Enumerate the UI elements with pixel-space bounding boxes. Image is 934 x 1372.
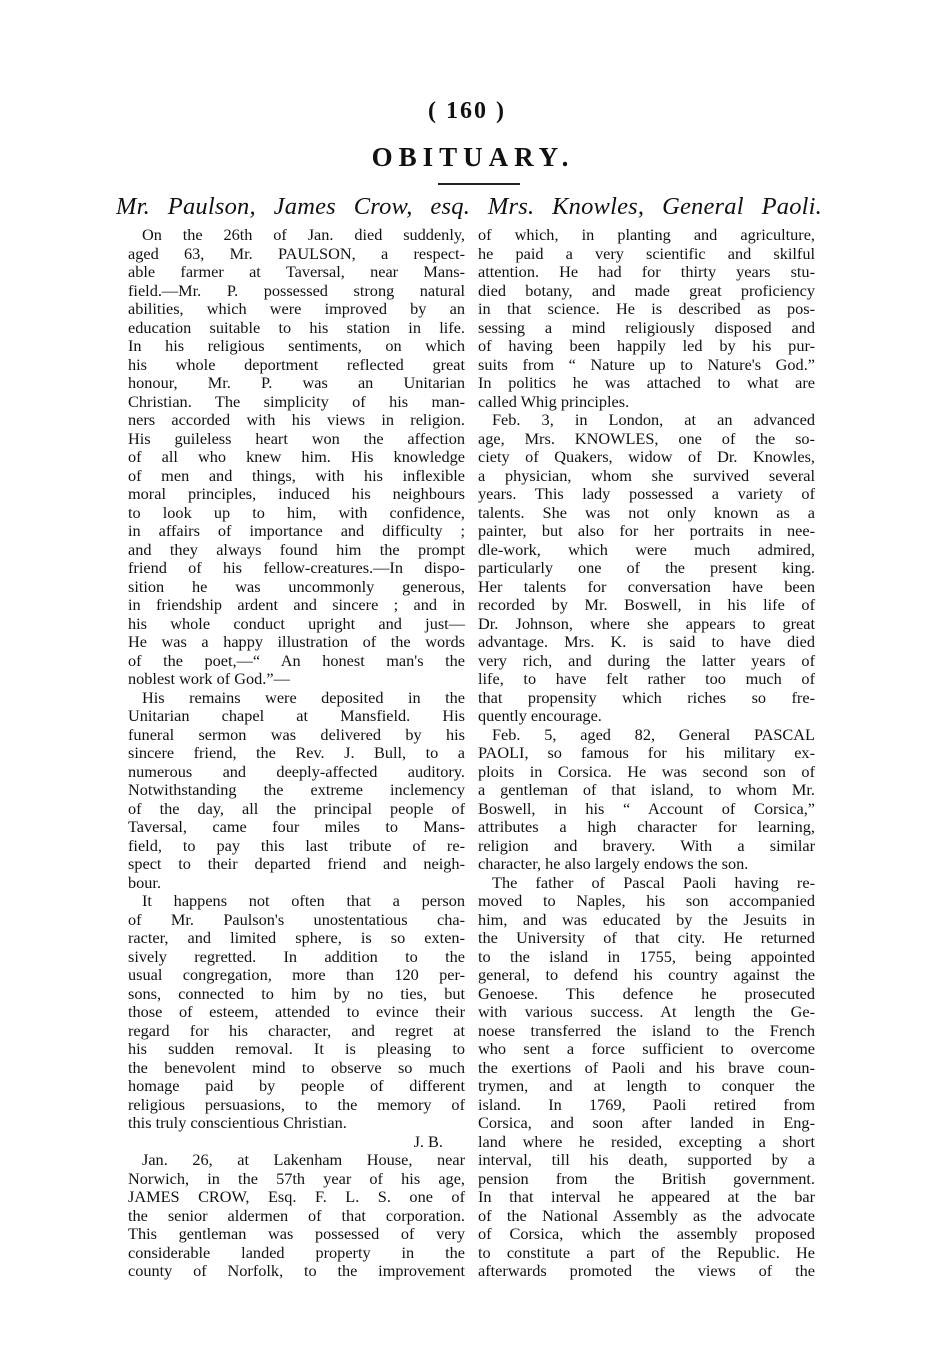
text-line: attention. He had for thirty years stu- <box>478 262 815 281</box>
text-line: trymen, and at length to conquer the <box>478 1076 815 1095</box>
text-line: homage paid by people of different <box>128 1076 465 1095</box>
text-line: pension from the British government. <box>478 1168 815 1188</box>
text-line: the benevolent mind to observe so much <box>128 1057 465 1077</box>
text-line: interval, till his death, supported by a <box>478 1150 815 1169</box>
text-line: Boswell, in his “ Account of Corsica,” <box>478 798 815 818</box>
text-line: Taversal, came four miles to Mans- <box>128 817 465 836</box>
text-line: religion and bravery. With a similar <box>478 835 815 855</box>
text-line: him, and was educated by the Jesuits in <box>478 909 815 929</box>
text-line: of all who knew him. His knowledge <box>128 447 465 466</box>
text-line: considerable landed property in the <box>128 1242 465 1262</box>
text-line: called Whig principles. <box>478 391 630 411</box>
text-line: moved to Naples, his son accompanied <box>478 891 815 910</box>
text-line: county of Norfolk, to the improvement <box>128 1261 465 1280</box>
text-line: Feb. 5, aged 82, General PASCAL <box>492 724 815 744</box>
text-line: funeral sermon was delivered by his <box>128 724 465 744</box>
text-line: in affairs of importance and difficulty ; <box>128 521 465 540</box>
signature: J. B. <box>413 1131 443 1151</box>
text-line: died botany, and made great proficiency <box>478 280 815 300</box>
text-line: ners accorded with his views in religion. <box>128 410 465 429</box>
text-line: quently encourage. <box>478 706 602 725</box>
text-line: aged 63, Mr. PAULSON, a respect- <box>128 243 465 263</box>
text-line: spect to their departed friend and neigh- <box>128 854 465 873</box>
text-line: he paid a very scientific and skilful <box>478 243 815 263</box>
text-line: to look up to him, with confidence, <box>128 502 465 522</box>
text-line: It happens not often that a person <box>142 891 465 910</box>
text-line: very rich, and during the latter years of <box>478 650 815 670</box>
text-line: recorded by Mr. Boswell, in his life of <box>478 595 815 614</box>
text-line: of men and things, with his inflexible <box>128 465 465 485</box>
text-line: age, Mrs. KNOWLES, one of the so- <box>478 428 815 448</box>
text-line: Her talents for conversation have been <box>478 576 815 596</box>
text-line: island. In 1769, Paoli retired from <box>478 1094 815 1114</box>
text-line: He was a happy illustration of the words <box>128 632 465 651</box>
text-line: of having been happily led by his pur- <box>478 336 815 355</box>
text-line: of which, in planting and agriculture, <box>478 225 815 244</box>
text-line: who sent a force sufficient to overcome <box>478 1039 815 1058</box>
right-column <box>478 226 815 1281</box>
text-line: the University of that city. He returned <box>478 928 815 947</box>
text-line: life, to have felt rather too much of <box>478 669 815 688</box>
text-line: those of esteem, attended to evince their <box>128 1002 465 1021</box>
text-line: the exertions of Paoli and his brave coun- <box>478 1057 815 1077</box>
text-line: education suitable to his station in life. <box>128 317 465 337</box>
text-line: Feb. 3, in London, at an advanced <box>492 410 815 429</box>
text-line: moral principles, induced his neighbours <box>128 484 465 503</box>
text-line: general, to defend his country against the <box>478 965 815 984</box>
text-line: of the day, all the principal people of <box>128 798 465 818</box>
text-line: his sudden removal. It is pleasing to <box>128 1039 465 1058</box>
text-line: sessing a mind religiously disposed and <box>478 317 815 337</box>
text-line: of Mr. Paulson's unostentatious cha- <box>128 909 465 929</box>
text-line: talents. She was not only known as a <box>478 502 815 522</box>
text-line: Genoese. This defence he prosecuted <box>478 983 815 1003</box>
page-number: ( 160 ) <box>428 98 506 124</box>
text-line: field.—Mr. P. possessed strong natural <box>128 280 465 300</box>
text-line: His remains were deposited in the <box>142 687 465 707</box>
text-line: advantage. Mrs. K. is said to have died <box>478 632 815 651</box>
text-line: In politics he was attached to what are <box>478 373 815 392</box>
text-line: ciety of Quakers, widow of Dr. Knowles, <box>478 447 815 466</box>
section-subtitle: Mr. Paulson, James Crow, esq. Mrs. Knowles, General Paoli. <box>116 193 822 220</box>
text-line: years. This lady possessed a variety of <box>478 484 815 503</box>
text-line: Dr. Johnson, where she appears to great <box>478 613 815 633</box>
text-line: in that science. He is described as pos- <box>478 299 815 318</box>
text-line: Corsica, and soon after landed in Eng- <box>478 1113 815 1132</box>
text-line: particularly one of the present king. <box>478 558 815 577</box>
text-line: to constitute a part of the Republic. He <box>478 1242 815 1262</box>
text-line: noblest work of God.”— <box>128 669 290 688</box>
text-line: friend of his fellow-creatures.—In dispo- <box>128 558 465 577</box>
text-line: of the National Assembly as the advocate <box>478 1205 815 1225</box>
text-line: and they always found him the prompt <box>128 539 465 559</box>
text-line: of the poet,—“ An honest man's the <box>128 650 465 670</box>
text-line: attributes a high character for learning, <box>478 817 815 836</box>
text-line: usual congregation, more than 120 per- <box>128 965 465 984</box>
text-line: the senior aldermen of that corporation. <box>128 1205 465 1225</box>
text-line: that propensity which riches so fre- <box>478 687 815 707</box>
text-line: honour, Mr. P. was an Unitarian <box>128 373 465 392</box>
text-line: land where he resided, excepting a short <box>478 1131 815 1151</box>
text-line: On the 26th of Jan. died suddenly, <box>142 225 465 244</box>
text-line: dle-work, which were much admired, <box>478 539 815 559</box>
text-line: numerous and deeply-affected auditory. <box>128 761 465 781</box>
page-title: OBITUARY. <box>371 142 575 172</box>
text-line: of Corsica, which the assembly proposed <box>478 1224 815 1243</box>
text-line: a gentleman of that island, to whom Mr. <box>478 780 815 799</box>
text-line: regard for his character, and regret at <box>128 1020 465 1040</box>
text-line: sition he was uncommonly generous, <box>128 576 465 596</box>
left-column <box>128 226 465 1281</box>
text-line: JAMES CROW, Esq. F. L. S. one of <box>128 1187 465 1206</box>
text-line: to the island in 1755, being appointed <box>478 946 815 966</box>
text-line: character, he also largely endows the son. <box>478 854 749 873</box>
text-line: a physician, whom she survived several <box>478 465 815 485</box>
text-line: field, to pay this last tribute of re- <box>128 835 465 855</box>
text-line: PAOLI, so famous for his military ex- <box>478 743 815 762</box>
text-line: Unitarian chapel at Mansfield. His <box>128 706 465 725</box>
text-line: Notwithstanding the extreme inclemency <box>128 780 465 799</box>
text-line: sincere friend, the Rev. J. Bull, to a <box>128 743 465 762</box>
text-line: religious persuasions, to the memory of <box>128 1094 465 1114</box>
text-line: abilities, which were improved by an <box>128 299 465 318</box>
text-line: racter, and limited sphere, is so exten- <box>128 928 465 947</box>
text-line: In that interval he appeared at the bar <box>478 1187 815 1206</box>
text-line: Christian. The simplicity of his man- <box>128 391 465 411</box>
text-line: sons, connected to him by no ties, but <box>128 983 465 1003</box>
text-line: painter, but also for her portraits in nee- <box>478 521 815 540</box>
text-line: his whole conduct upright and just— <box>128 613 465 633</box>
text-line: suits from “ Nature up to Nature's God.” <box>478 354 815 374</box>
text-line: with various success. At length the Ge- <box>478 1002 815 1021</box>
text-line: The father of Pascal Paoli having re- <box>492 872 815 892</box>
text-line: able farmer at Taversal, near Mans- <box>128 262 465 281</box>
text-line: ploits in Corsica. He was second son of <box>478 761 815 781</box>
text-line: Jan. 26, at Lakenham House, near <box>142 1150 465 1169</box>
text-line: This gentleman was possessed of very <box>128 1224 465 1243</box>
text-line: this truly conscientious Christian. <box>128 1113 347 1132</box>
title-divider <box>438 183 520 185</box>
text-line: Norwich, in the 57th year of his age, <box>128 1168 465 1188</box>
text-line: noese transferred the island to the French <box>478 1020 815 1040</box>
text-line: sively regretted. In addition to the <box>128 946 465 966</box>
text-line: his whole deportment reflected great <box>128 354 465 374</box>
text-line: In his religious sentiments, on which <box>128 336 465 355</box>
text-line: bour. <box>128 872 162 892</box>
text-line: His guileless heart won the affection <box>128 428 465 448</box>
text-line: afterwards promoted the views of the <box>478 1261 815 1280</box>
text-line: in friendship ardent and sincere ; and in <box>128 595 465 614</box>
